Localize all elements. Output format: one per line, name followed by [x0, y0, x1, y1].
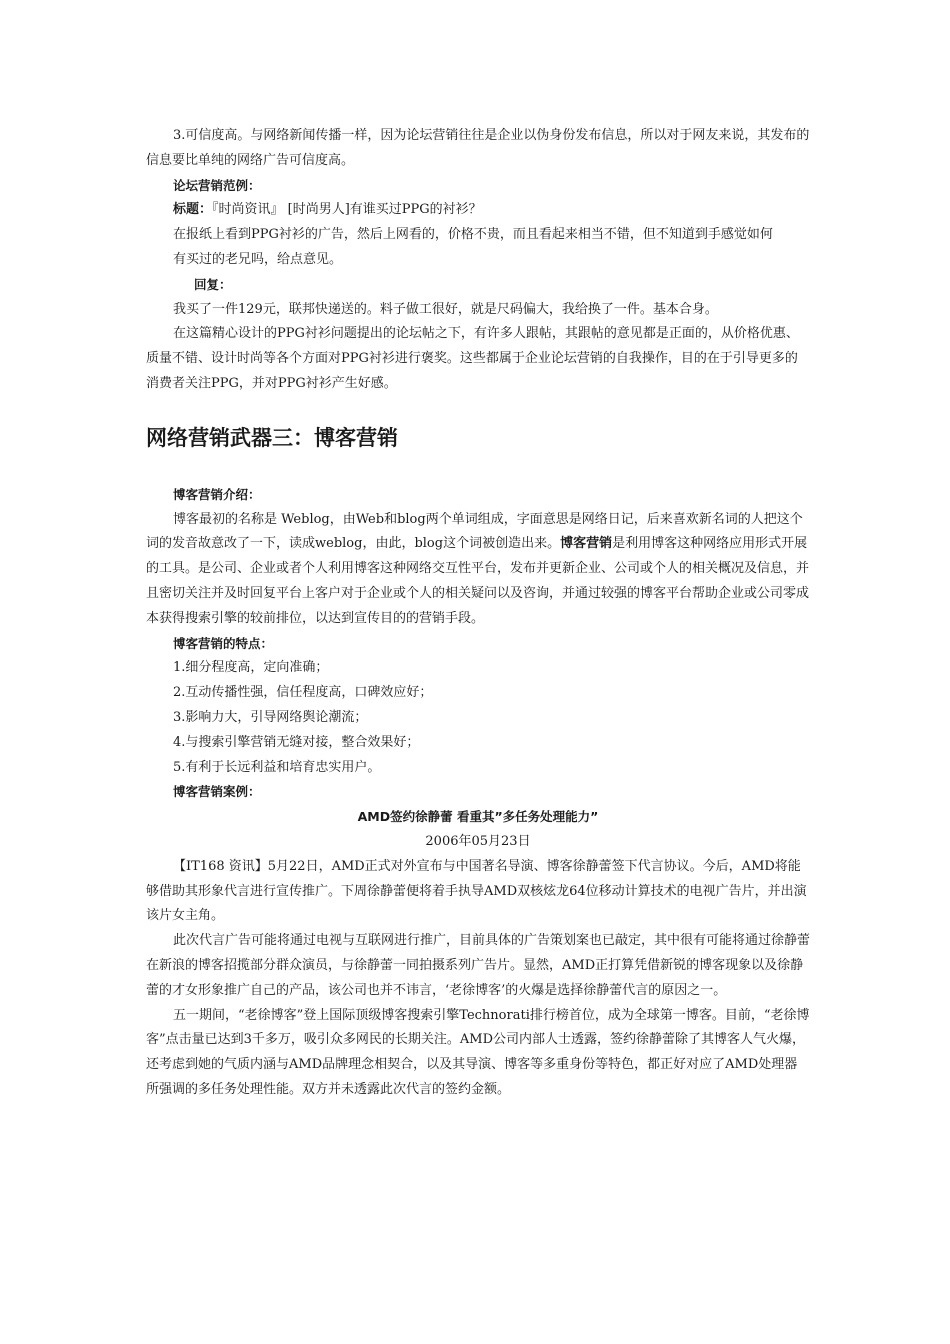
forum-example-label: 论坛营销范例：: [173, 177, 261, 193]
blog-intro-paragraph: [146, 508, 810, 632]
blog-intro-bold-term: 博客营销: [560, 536, 613, 552]
blog-case-label: 博客营销案例：: [173, 784, 261, 800]
forum-analysis: 在这篇精心设计的PPG衬衫问题提出的论坛帖之下，有许多人跟帖，其跟帖的意见都是正面的，从价格优惠、质量不错、设计时尚等各个方面对PPG衬衫进行褒奖。这些都属于企业论坛营销的自我操作，目的在于引导更多的消费者关注PPG，并对PPG衬衫产生好感。: [146, 326, 799, 391]
forum-title-text: 『时尚资讯』 [时尚男人]有谁买过PPG的衬衫？: [212, 202, 482, 218]
blog-intro-text-1: 博客最初的名称是 Weblog，由Web和blog两个单词组成，字面意思是网络日记，后来喜欢新名词的人把这个词的发音故意改了一下，读成weblog，由此，blog这个词被创造出来。: [146, 511, 803, 552]
forum-post-title-line: [146, 198, 810, 223]
article-date: 2006年05月23日: [425, 833, 531, 849]
blog-feature-item: 3.影响力大，引导网络舆论潮流；: [173, 709, 368, 725]
forum-post-body-1: 在报纸上看到PPG衬衫的广告，然后上网看的，价格不贵，而且看起来相当不错，但不知道到手感觉如何: [173, 227, 773, 243]
article-paragraph-1: 【IT168 资讯】5月22日，AMD正式对外宣布与中国著名导演、博客徐静蕾签下代言协议。今后，AMD将能够借助其形象代言进行宣传推广。下周徐静蕾便将着手执导AMD双核炫龙64位移动计算技术的电视广告片，并出演该片女主角。: [146, 858, 807, 924]
forum-point-3: 3.可信度高。与网络新闻传播一样，因为论坛营销往往是企业以伪身份发布信息，所以对于网友来说，其发布的信息要比单纯的网络广告可信度高。: [146, 128, 810, 168]
blog-feature-item: 1.细分程度高，定向准确；: [173, 660, 329, 676]
blog-intro-label: 博客营销介绍：: [173, 486, 261, 502]
forum-reply-label: 回复：: [194, 276, 232, 292]
document-page: [146, 124, 810, 1103]
article-title: AMD签约徐静蕾 看重其”多任务处理能力”: [357, 809, 599, 825]
forum-reply-text: 我买了一件129元，联邦快递送的。料子做工很好，就是尺码偏大，我给换了一件。基本合身。: [173, 301, 718, 317]
blog-feature-item: 2.互动传播性强，信任程度高，口碑效应好；: [173, 685, 433, 701]
blog-intro-text-2: 是利用博客这种网络应用形式开展的工具。是公司、企业或者个人利用博客这种网络交互性平台，发布并更新企业、公司或个人的相关概况及信息，并且密切关注并及时回复平台上客户对于企业或个人的相关疑问以及咨询，并通过较强的博客平台帮助企业或公司零成本获得搜索引擎的较前排位，以达到宣传目的的营销手段。: [146, 536, 810, 626]
forum-post-body-2: 有买过的老兄吗，给点意见。: [173, 251, 343, 267]
blog-features-list: [146, 656, 810, 780]
blog-features-label: 博客营销的特点：: [173, 635, 274, 651]
article-paragraph-3: 五一期间，“老徐博客”登上国际顶级博客搜索引擎Technorati排行榜首位，成为全球第一博客。目前，“老徐博客”点击量已达到3千多万，吸引众多网民的长期关注。AMD公司内部人士透露，签约徐静蕾除了其博客人气火爆，还考虑到她的气质内涵与AMD品牌理念相契合，以及其导演、博客等多重身份等特色，都正好对应了AMD处理器所强调的多任务处理性能。双方并未透露此次代言的签约金额。: [146, 1007, 810, 1097]
section-heading: 网络营销武器三：博客营销: [146, 425, 398, 450]
blog-feature-item: 5.有利于长远利益和培育忠实用户。: [173, 759, 381, 775]
blog-feature-item: 4.与搜索引擎营销无缝对接，整合效果好；: [173, 734, 420, 750]
forum-title-label: 标题：: [173, 202, 213, 218]
article-paragraph-2: 此次代言广告可能将通过电视与互联网进行推广，目前具体的广告策划案也已敲定，其中很有可能将通过徐静蕾在新浪的博客招揽部分群众演员，与徐静蕾一同拍摄系列广告片。显然，AMD正打算凭借新锐的博客现象以及徐静蕾的才女形象推广自己的产品，该公司也并不讳言，‘老徐博客’的火爆是选择徐静蕾代言的原因之一。: [146, 933, 811, 998]
